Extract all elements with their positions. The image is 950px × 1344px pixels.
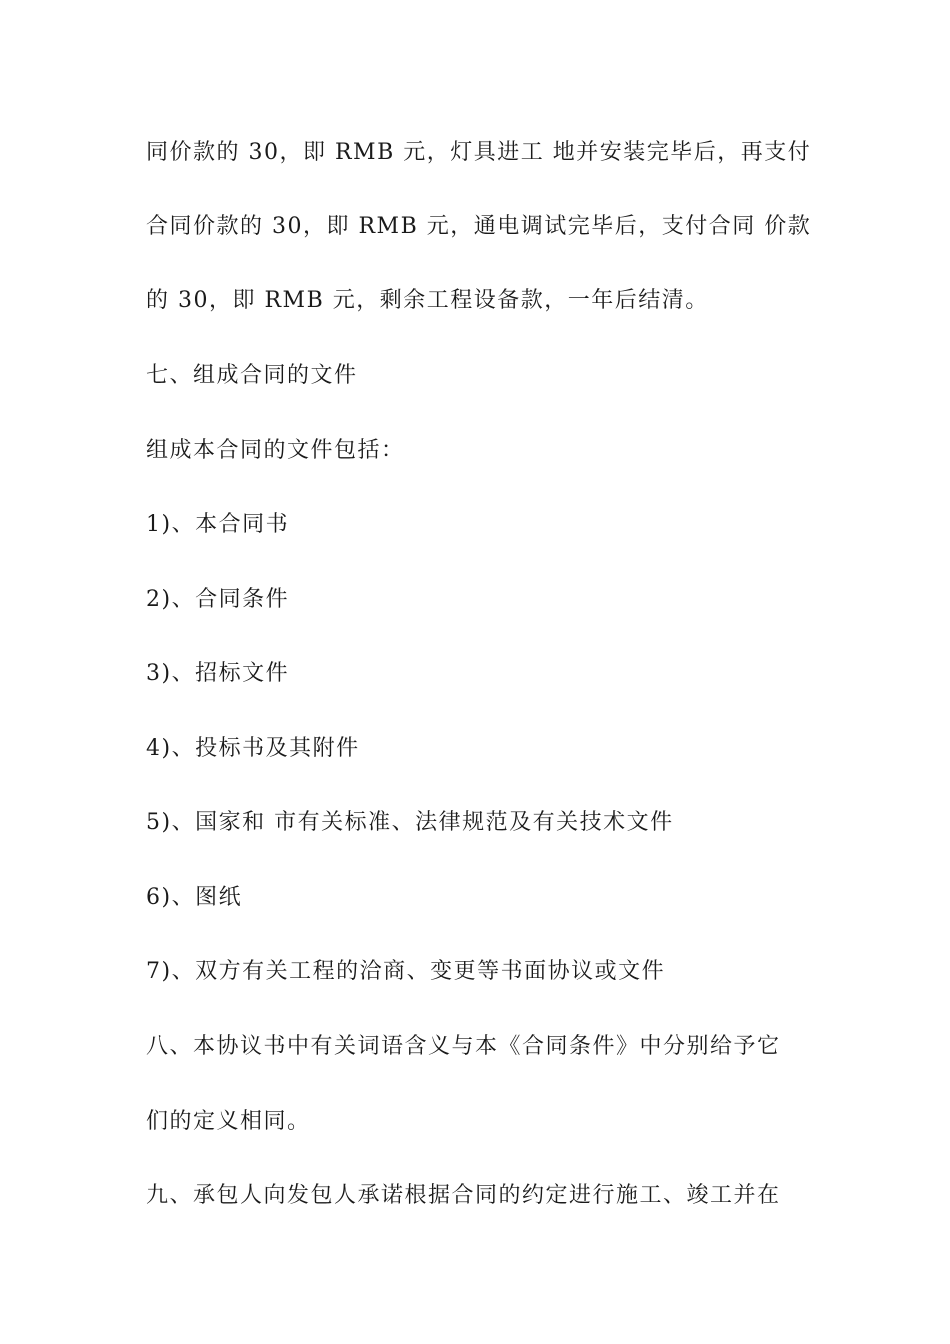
list-item: 7)、双方有关工程的洽商、变更等书面协议或文件 (146, 959, 666, 984)
list-item: 5)、国家和 市有关标准、法律规范及有关技术文件 (146, 810, 674, 835)
paragraph-line: 的 30，即 RMB 元，剩余工程设备款，一年后结清。 (146, 288, 709, 313)
paragraph-line: 同价款的 30，即 RMB 元，灯具进工 地并安装完毕后，再支付 (146, 140, 812, 165)
paragraph-line: 们的定义相同。 (146, 1109, 311, 1134)
section-heading: 八、本协议书中有关词语含义与本《合同条件》中分别给予它 (146, 1034, 781, 1059)
list-item: 1)、本合同书 (146, 512, 290, 537)
paragraph-line: 组成本合同的文件包括： (146, 438, 405, 463)
list-item: 2)、合同条件 (146, 587, 290, 612)
section-heading: 七、组成合同的文件 (146, 363, 358, 388)
section-heading: 九、承包人向发包人承诺根据合同的约定进行施工、竣工并在 (146, 1183, 781, 1208)
paragraph-line: 合同价款的 30，即 RMB 元，通电调试完毕后，支付合同 价款 (146, 214, 812, 239)
list-item: 4)、投标书及其附件 (146, 736, 360, 761)
list-item: 3)、招标文件 (146, 661, 290, 686)
list-item: 6)、图纸 (146, 885, 243, 910)
